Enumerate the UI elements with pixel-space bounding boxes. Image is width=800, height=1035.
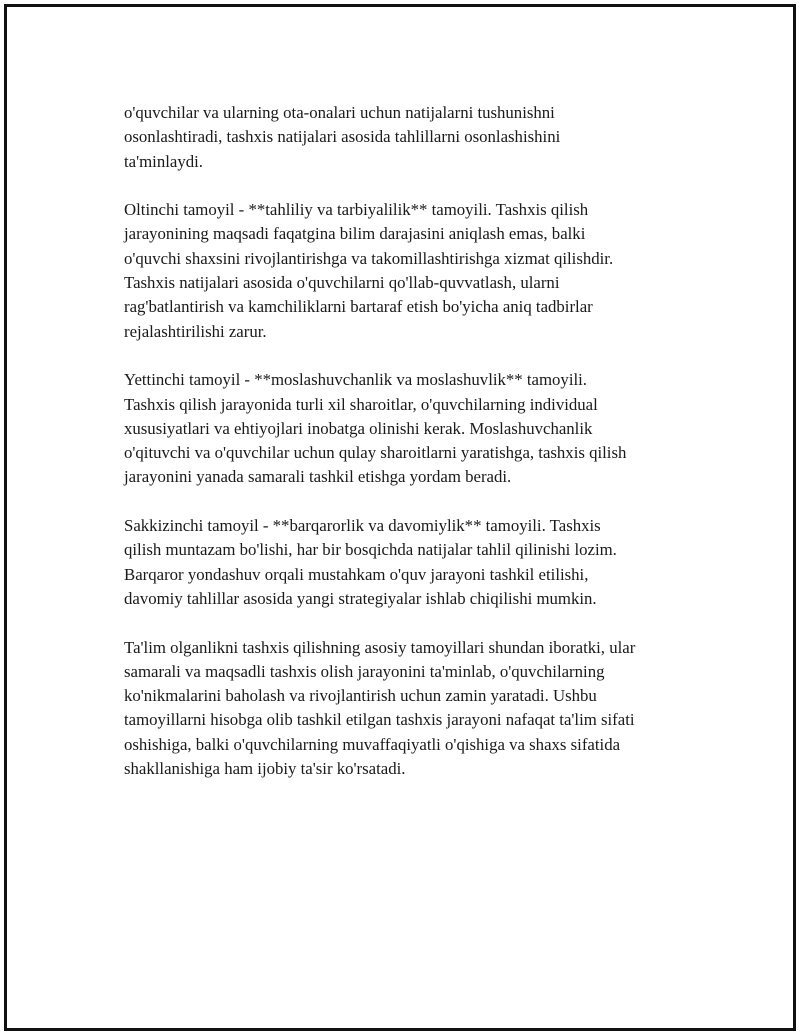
paragraph-principle-eight: Sakkizinchi tamoyil - **barqarorlik va davomiylik** tamoyili. Tashxis qilish muntazam bo'lishi, har bir bosqichda natijalar tahlil qilinishi lozim. Barqaror yondashuv orqali mustahkam o'quv jarayoni tashkil etilishi, davomiy tahlillar asosida yangi strategiyalar ishlab chiqilishi mumkin. [124,516,617,608]
paragraph-conclusion: Ta'lim olganlikni tashxis qilishning asosiy tamoyillari shundan iboratki, ular samarali va maqsadli tashxis olish jarayonini ta'minlab, o'quvchilarning ko'nikmalarini baholash va rivojlantirish uchun zamin yaratadi. Ushbu tamoyillarni hisobga olib tashkil etilgan tashxis jarayoni nafaqat ta'lim sifati oshishiga, balki o'quvchilarning muvaffaqiyatli o'qishiga va shaxs sifatida shakllanishiga ham ijobiy ta'sir ko'rsatadi. [124,637,636,779]
paragraph-principle-seven: Yettinchi tamoyil - **moslashuvchanlik va moslashuvlik** tamoyili. Tashxis qilish jarayonida turli xil sharoitlar, o'quvchilarning individual xususiyatlari va ehtiyojlari inobatga olinishi kerak. Moslashuvchanlik o'qituvchi va o'quvchilar uchun qulay sharoitlarni yaratishga, tashxis qilish jarayonini yanada samarali tashkil etishga yordam beradi. [124,370,627,487]
paragraph-continuation: o'quvchilar va ularning ota-onalari uchun natijalarni tushunishni osonlashtiradi, tashxis natijalari asosida tahlillarni osonlashishini ta'minlaydi. [124,103,561,171]
page-frame [4,4,796,1031]
page-content [124,101,684,806]
paragraph-principle-six: Oltinchi tamoyil - **tahliliy va tarbiyalilik** tamoyili. Tashxis qilish jarayonining maqsadi faqatgina bilim darajasini aniqlash emas, balki o'quvchi shaxsini rivojlantirishga va takomillashtirishga xizmat qilishdir. Tashxis natijalari asosida o'quvchilarni qo'llab-quvvatlash, ularni rag'batlantirish va kamchiliklarni bartaraf etish bo'yicha aniq tadbirlar rejalashtirilishi zarur. [124,200,614,341]
